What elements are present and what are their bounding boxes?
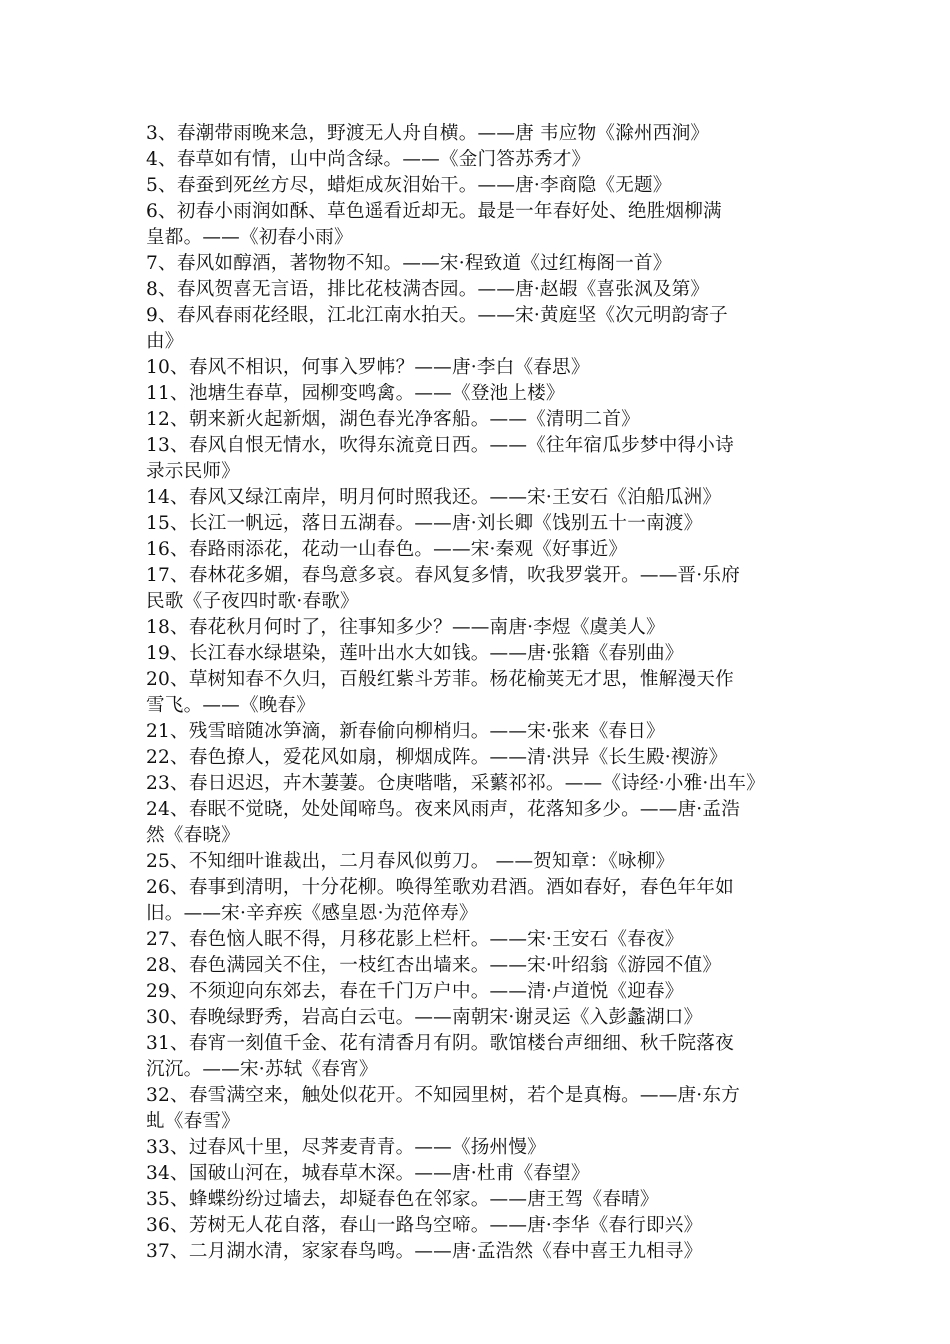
poem-line: 23、春日迟迟，卉木萋萋。仓庚喈喈，采蘩祁祁。——《诗经·小雅·出车》 (146, 773, 765, 794)
poem-line: 6、初春小雨润如酥、草色遥看近却无。最是一年春好处、绝胜烟柳满 (146, 201, 722, 222)
poem-line: 14、春风又绿江南岸，明月何时照我还。——宋·王安石《泊船瓜洲》 (146, 487, 722, 508)
poem-line: 5、春蚕到死丝方尽，蜡炬成灰泪始干。——唐·李商隐《无题》 (146, 175, 672, 196)
poem-line: 37、二月湖水清，家家春鸟鸣。——唐·孟浩然《春中喜王九相寻》 (146, 1241, 703, 1262)
poem-line: 民歌《子夜四时歌·春歌》 (146, 591, 359, 612)
poem-line: 35、蜂蝶纷纷过墙去，却疑春色在邻家。——唐王驾《春晴》 (146, 1189, 659, 1210)
poem-line: 12、朝来新火起新烟，湖色春光净客船。——《清明二首》 (146, 409, 640, 430)
poem-line: 4、春草如有情，山中尚含绿。——《金门答苏秀才》 (146, 149, 591, 170)
poem-line: 13、春风自恨无情水，吹得东流竟日西。——《往年宿瓜步梦中得小诗 (146, 435, 734, 456)
poem-line: 旧。——宋·辛弃疾《感皇恩·为范倅寿》 (146, 903, 478, 924)
poem-line: 8、春风贺喜无言语，排比花枝满杏园。——唐·赵嘏《喜张沨及第》 (146, 279, 710, 300)
poem-line: 34、国破山河在，城春草木深。——唐·杜甫《春望》 (146, 1163, 590, 1184)
poem-line: 皇都。——《初春小雨》 (146, 227, 353, 248)
poem-line: 26、春事到清明，十分花柳。唤得笙歌劝君酒。酒如春好，春色年年如 (146, 877, 734, 898)
poem-line: 22、春色撩人，爱花风如扇，柳烟成阵。——清·洪异《长生殿·禊游》 (146, 747, 728, 768)
poem-line: 录示民师》 (146, 461, 240, 482)
poem-line: 36、芳树无人花自落，春山一路鸟空啼。——唐·李华《春行即兴》 (146, 1215, 703, 1236)
poem-line: 10、春风不相识，何事入罗帏？——唐·李白《春思》 (146, 357, 590, 378)
poem-line: 28、春色满园关不住，一枝红杏出墙来。——宋·叶绍翁《游园不值》 (146, 955, 722, 976)
poem-line: 25、不知细叶谁裁出，二月春风似剪刀。 ——贺知章：《咏柳》 (146, 851, 675, 872)
poem-line: 由》 (146, 331, 184, 352)
poem-line: 17、春林花多媚，春鸟意多哀。春风复多情，吹我罗裳开。——晋·乐府 (146, 565, 740, 586)
poem-line: 雪飞。——《晚春》 (146, 695, 316, 716)
poem-line: 27、春色恼人眠不得，月移花影上栏杆。——宋·王安石《春夜》 (146, 929, 684, 950)
poem-line: 29、不须迎向东郊去，春在千门万户中。——清·卢道悦《迎春》 (146, 981, 684, 1002)
poem-line: 31、春宵一刻值千金、花有清香月有阴。歌馆楼台声细细、秋千院落夜 (146, 1033, 734, 1054)
poem-line: 30、春晚绿野秀，岩高白云屯。——南朝宋·谢灵运《入彭蠡湖口》 (146, 1007, 703, 1028)
poem-line: 19、长江春水绿堪染，莲叶出水大如钱。——唐·张籍《春别曲》 (146, 643, 684, 664)
poem-line: 9、春风春雨花经眼，江北江南水拍天。——宋·黄庭坚《次元明韵寄子 (146, 305, 728, 326)
poem-line: 虬《春雪》 (146, 1111, 240, 1132)
poem-line: 然《春晓》 (146, 825, 240, 846)
poem-line: 20、草树知春不久归，百般红紫斗芳菲。杨花榆荚无才思，惟解漫天作 (146, 669, 734, 690)
poem-line: 18、春花秋月何时了，往事知多少？——南唐·李煜《虞美人》 (146, 617, 665, 638)
poem-line: 沉沉。——宋·苏轼《春宵》 (146, 1059, 378, 1080)
poem-line: 33、过春风十里，尽荠麦青青。——《扬州慢》 (146, 1137, 546, 1158)
poem-line: 16、春路雨添花，花动一山春色。——宋·秦观《好事近》 (146, 539, 628, 560)
poem-line: 7、春风如醇酒，著物物不知。——宋·程致道《过红梅阁一首》 (146, 253, 672, 274)
poem-line: 21、残雪暗随冰笋滴，新春偷向柳梢归。——宋·张来《春日》 (146, 721, 665, 742)
poem-line: 3、春潮带雨晚来急，野渡无人舟自横。——唐 韦应物《滁州西涧》 (146, 123, 710, 144)
poem-line: 15、长江一帆远，落日五湖春。——唐·刘长卿《饯别五十一南渡》 (146, 513, 703, 534)
poem-quote-list (146, 121, 810, 1265)
poem-line: 24、春眠不觉晓，处处闻啼鸟。夜来风雨声，花落知多少。——唐·孟浩 (146, 799, 740, 820)
poem-line: 11、池塘生春草，园柳变鸣禽。——《登池上楼》 (146, 383, 565, 404)
poem-line: 32、春雪满空来，触处似花开。不知园里树，若个是真梅。——唐·东方 (146, 1085, 740, 1106)
